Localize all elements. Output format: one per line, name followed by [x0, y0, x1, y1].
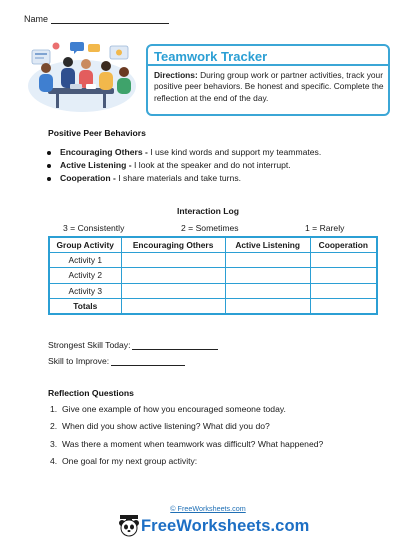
behaviors-list [60, 146, 321, 185]
directions-text: During group work or partner activities, track your positive peer behaviors. Be honest and specific. Complete the reflection at the end of the day. [154, 70, 384, 103]
question-text: Was there a moment when teamwork was difficult? What happened? [62, 438, 324, 449]
table-cell[interactable] [121, 283, 225, 299]
footer-logo[interactable] [117, 515, 309, 537]
scale-label: 3 = Consistently [63, 223, 125, 233]
list-item [60, 159, 321, 172]
name-line[interactable] [51, 15, 169, 24]
table-cell[interactable] [225, 268, 310, 284]
table-cell[interactable] [310, 283, 377, 299]
question-text: When did you show active listening? What did you do? [62, 421, 270, 432]
column-header: Active Listening [225, 237, 310, 252]
table-header-row [49, 237, 377, 252]
list-item: 4. One goal for my next group activity: [50, 456, 198, 467]
name-field [24, 14, 169, 24]
table-row [49, 283, 377, 299]
skill-improve-label: Skill to Improve: [48, 356, 110, 366]
page-title: Teamwork Tracker [154, 49, 268, 64]
log-title: Interaction Log [176, 206, 240, 216]
scale-label: 2 = Sometimes [181, 223, 239, 233]
bullet-icon [47, 151, 51, 155]
bullet-icon [47, 164, 51, 168]
reflection-title: Reflection Questions [48, 388, 134, 398]
table-cell[interactable] [225, 299, 310, 315]
behavior-desc: I share materials and take turns. [115, 173, 242, 183]
directions [154, 70, 388, 104]
list-item: 3. Was there a moment when teamwork was difficult? What happened? [50, 438, 324, 449]
column-header: Encouraging Others [121, 237, 225, 252]
name-label: Name [24, 14, 49, 24]
row-label: Activity 1 [49, 252, 121, 268]
question-text: Give one example of how you encouraged someone today. [62, 404, 286, 414]
table-cell[interactable] [121, 252, 225, 268]
table-cell[interactable] [310, 299, 377, 315]
list-item [60, 172, 321, 185]
list-item: 2. When did you show active listening? What did you do? [50, 421, 270, 432]
title-divider [146, 64, 390, 66]
strongest-skill-label: Strongest Skill Today: [48, 340, 131, 350]
scale-label: 1 = Rarely [305, 223, 345, 233]
behavior-term: Cooperation - [60, 173, 116, 183]
bullet-icon [47, 177, 51, 181]
behavior-term: Encouraging Others - [60, 147, 148, 157]
question-text: One goal for my next group activity: [62, 456, 198, 467]
table-row [49, 252, 377, 268]
strongest-skill-line[interactable] [132, 341, 218, 350]
footer-link[interactable]: © FreeWorksheets.com [170, 504, 246, 513]
row-label: Activity 3 [49, 283, 121, 299]
column-header: Group Activity [49, 237, 121, 252]
skill-improve-line[interactable] [111, 357, 185, 366]
column-header: Cooperation [310, 237, 377, 252]
interaction-log-table [48, 236, 378, 315]
strongest-skill-field [48, 340, 218, 350]
reflection-list [50, 404, 323, 474]
table-cell[interactable] [310, 252, 377, 268]
table-cell[interactable] [310, 268, 377, 284]
table-cell[interactable] [121, 268, 225, 284]
behaviors-title: Positive Peer Behaviors [48, 128, 146, 138]
table-cell[interactable] [225, 283, 310, 299]
row-label: Totals [49, 299, 121, 315]
list-item [60, 146, 321, 159]
team-meeting-illustration [26, 40, 138, 116]
behavior-term: Active Listening - [60, 160, 132, 170]
directions-label: Directions: [154, 70, 198, 80]
brand-name [141, 517, 309, 536]
table-cell[interactable] [121, 299, 225, 315]
behavior-desc: I look at the speaker and do not interrupt. [131, 160, 291, 170]
panda-mascot-icon [117, 515, 141, 537]
row-label: Activity 2 [49, 268, 121, 284]
table-row [49, 268, 377, 284]
behavior-desc: I use kind words and support my teammates. [147, 147, 322, 157]
brand-part-1: Free [141, 516, 177, 535]
skill-improve-field [48, 356, 185, 366]
table-cell[interactable] [225, 252, 310, 268]
list-item: 1. Give one example of how you encouraged someone today. [50, 404, 286, 414]
brand-part-3: .com [270, 516, 310, 535]
brand-part-2: Worksheets [176, 516, 271, 535]
table-row [49, 299, 377, 315]
